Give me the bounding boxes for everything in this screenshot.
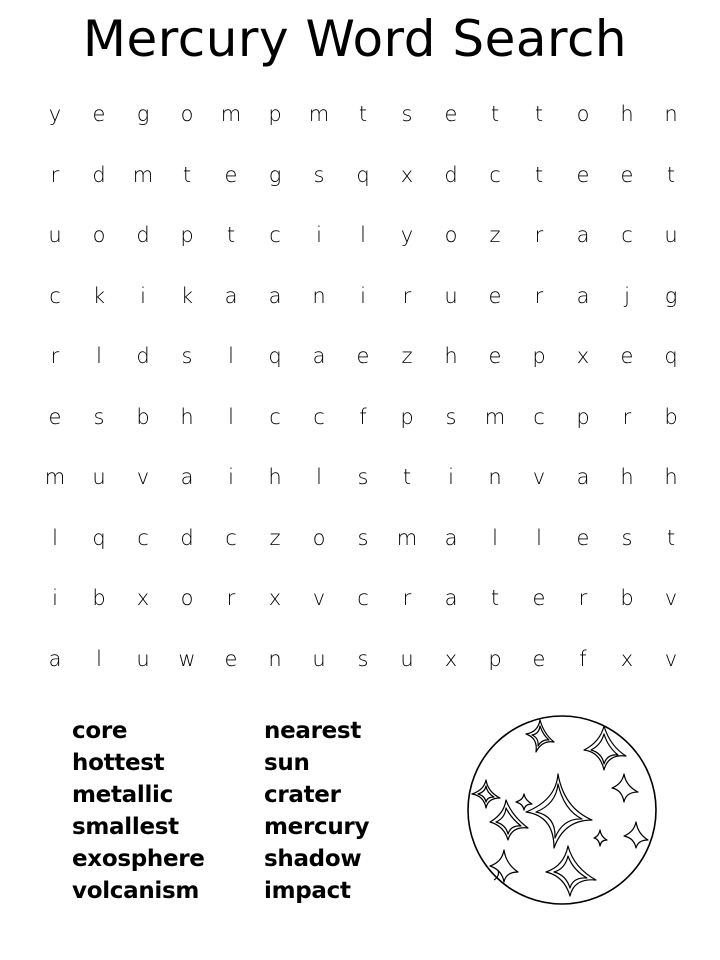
grid-letter[interactable]: p bbox=[532, 344, 546, 369]
grid-letter[interactable]: c bbox=[313, 404, 325, 429]
grid-letter[interactable]: t bbox=[226, 223, 236, 248]
grid-letter[interactable]: l bbox=[316, 465, 322, 490]
word-list-item: crater bbox=[264, 782, 341, 808]
grid-row bbox=[33, 84, 693, 145]
grid-letter[interactable]: q bbox=[268, 344, 282, 369]
grid-letter[interactable]: x bbox=[444, 646, 458, 671]
grid-letter[interactable]: e bbox=[576, 525, 590, 550]
grid-letter[interactable]: e bbox=[92, 102, 106, 127]
grid-letter[interactable]: d bbox=[136, 344, 150, 369]
grid-letter[interactable]: s bbox=[357, 465, 369, 490]
grid-letter[interactable]: i bbox=[52, 586, 58, 611]
word-list-item: smallest bbox=[72, 814, 179, 840]
grid-letter[interactable]: x bbox=[268, 586, 282, 611]
grid-letter[interactable]: a bbox=[268, 283, 282, 308]
grid-letter[interactable]: x bbox=[400, 162, 414, 187]
grid-letter[interactable]: e bbox=[356, 344, 370, 369]
grid-letter[interactable]: t bbox=[534, 102, 544, 127]
grid-letter[interactable]: k bbox=[180, 283, 194, 308]
grid-letter[interactable]: x bbox=[576, 344, 590, 369]
grid-letter[interactable]: d bbox=[180, 525, 194, 550]
page-title: Mercury Word Search bbox=[82, 10, 628, 68]
grid-letter[interactable]: p bbox=[400, 404, 414, 429]
grid-row bbox=[33, 145, 693, 206]
grid-letter[interactable]: d bbox=[92, 162, 106, 187]
grid-letter[interactable]: r bbox=[50, 344, 60, 369]
word-list-item: exosphere bbox=[72, 846, 205, 872]
grid-letter[interactable]: d bbox=[136, 223, 150, 248]
grid-letter[interactable]: e bbox=[488, 283, 502, 308]
grid-letter[interactable]: i bbox=[360, 283, 366, 308]
grid-letter[interactable]: h bbox=[620, 465, 634, 490]
grid-letter[interactable]: k bbox=[92, 283, 106, 308]
grid-letter[interactable]: o bbox=[180, 102, 194, 127]
grid-letter[interactable]: v bbox=[532, 465, 546, 490]
word-list-item: shadow bbox=[264, 846, 362, 872]
grid-letter[interactable]: c bbox=[533, 404, 545, 429]
grid-letter[interactable]: l bbox=[360, 223, 366, 248]
grid-letter[interactable]: s bbox=[357, 525, 369, 550]
grid-letter[interactable]: s bbox=[401, 102, 413, 127]
grid-letter[interactable]: o bbox=[576, 102, 590, 127]
grid-letter[interactable]: u bbox=[136, 646, 150, 671]
grid-letter[interactable]: x bbox=[136, 586, 150, 611]
grid-letter[interactable]: a bbox=[444, 525, 458, 550]
grid-letter[interactable]: l bbox=[492, 525, 498, 550]
grid-letter[interactable]: q bbox=[356, 162, 370, 187]
grid-letter[interactable]: u bbox=[400, 646, 414, 671]
grid-letter[interactable]: v bbox=[664, 646, 678, 671]
grid-row bbox=[33, 205, 693, 266]
grid-row bbox=[33, 508, 693, 569]
word-list-item: metallic bbox=[72, 782, 173, 808]
grid-letter[interactable]: o bbox=[180, 586, 194, 611]
grid-letter[interactable]: l bbox=[52, 525, 58, 550]
grid-letter[interactable]: u bbox=[48, 223, 62, 248]
grid-letter[interactable]: a bbox=[576, 223, 590, 248]
grid-letter[interactable]: m bbox=[484, 404, 506, 429]
grid-letter[interactable]: h bbox=[180, 404, 194, 429]
grid-letter[interactable]: a bbox=[576, 465, 590, 490]
grid-letter[interactable]: g bbox=[136, 102, 150, 127]
grid-letter[interactable]: e bbox=[532, 586, 546, 611]
grid-letter[interactable]: r bbox=[622, 404, 632, 429]
grid-letter[interactable]: n bbox=[664, 102, 678, 127]
grid-letter[interactable]: t bbox=[534, 162, 544, 187]
grid-letter[interactable]: t bbox=[666, 162, 676, 187]
grid-letter[interactable]: e bbox=[620, 344, 634, 369]
grid-letter[interactable]: m bbox=[44, 465, 66, 490]
grid-letter[interactable]: t bbox=[182, 162, 192, 187]
grid-letter[interactable]: f bbox=[579, 646, 587, 671]
grid-letter[interactable]: u bbox=[664, 223, 678, 248]
grid-letter[interactable]: m bbox=[396, 525, 418, 550]
grid-letter[interactable]: e bbox=[224, 162, 238, 187]
grid-letter[interactable]: a bbox=[444, 586, 458, 611]
grid-letter[interactable]: s bbox=[445, 404, 457, 429]
grid-letter[interactable]: m bbox=[220, 102, 242, 127]
grid-letter[interactable]: p bbox=[268, 102, 282, 127]
word-list-item: impact bbox=[264, 878, 351, 904]
grid-letter[interactable]: c bbox=[269, 404, 281, 429]
grid-letter[interactable]: h bbox=[664, 465, 678, 490]
word-list-item: mercury bbox=[264, 814, 370, 840]
grid-letter[interactable]: w bbox=[178, 646, 196, 671]
grid-letter[interactable]: v bbox=[312, 586, 326, 611]
grid-letter[interactable]: l bbox=[536, 525, 542, 550]
grid-letter[interactable]: e bbox=[532, 646, 546, 671]
grid-letter[interactable]: u bbox=[92, 465, 106, 490]
word-list-item: core bbox=[72, 718, 128, 744]
grid-letter[interactable]: s bbox=[93, 404, 105, 429]
grid-letter[interactable]: a bbox=[312, 344, 326, 369]
grid-row bbox=[33, 326, 693, 387]
word-list-item: volcanism bbox=[72, 878, 200, 904]
grid-letter[interactable]: r bbox=[578, 586, 588, 611]
grid-letter[interactable]: z bbox=[489, 223, 501, 248]
grid-letter[interactable]: t bbox=[402, 465, 412, 490]
grid-letter[interactable]: m bbox=[308, 102, 330, 127]
grid-letter[interactable]: r bbox=[402, 586, 412, 611]
grid-letter[interactable]: y bbox=[48, 102, 62, 127]
grid-row bbox=[33, 447, 693, 508]
grid-letter[interactable]: c bbox=[225, 525, 237, 550]
grid-letter[interactable]: v bbox=[664, 586, 678, 611]
grid-letter[interactable]: n bbox=[268, 646, 282, 671]
grid-letter[interactable]: p bbox=[488, 646, 502, 671]
word-list-item: nearest bbox=[264, 718, 362, 744]
grid-letter[interactable]: t bbox=[490, 102, 500, 127]
grid-letter[interactable]: e bbox=[576, 162, 590, 187]
grid-letter[interactable]: a bbox=[576, 283, 590, 308]
grid-letter[interactable]: n bbox=[488, 465, 502, 490]
grid-letter[interactable]: u bbox=[312, 646, 326, 671]
grid-letter[interactable]: h bbox=[268, 465, 282, 490]
grid-letter[interactable]: f bbox=[359, 404, 367, 429]
grid-letter[interactable]: q bbox=[664, 344, 678, 369]
grid-letter[interactable]: g bbox=[664, 283, 678, 308]
grid-letter[interactable]: p bbox=[576, 404, 590, 429]
grid-letter[interactable]: q bbox=[92, 525, 106, 550]
grid-letter[interactable]: u bbox=[444, 283, 458, 308]
grid-letter[interactable]: l bbox=[228, 404, 234, 429]
grid-letter[interactable]: c bbox=[621, 223, 633, 248]
grid-letter[interactable]: i bbox=[448, 465, 454, 490]
grid-letter[interactable]: c bbox=[489, 162, 501, 187]
grid-letter[interactable]: l bbox=[228, 344, 234, 369]
letter-grid bbox=[33, 84, 693, 689]
grid-letter[interactable]: c bbox=[357, 586, 369, 611]
grid-letter[interactable]: c bbox=[269, 223, 281, 248]
grid-letter[interactable]: s bbox=[313, 162, 325, 187]
grid-letter[interactable]: c bbox=[49, 283, 61, 308]
grid-letter[interactable]: e bbox=[620, 162, 634, 187]
grid-letter[interactable]: n bbox=[312, 283, 326, 308]
word-list-column-1 bbox=[72, 715, 205, 907]
grid-letter[interactable]: e bbox=[224, 646, 238, 671]
grid-letter[interactable]: s bbox=[357, 646, 369, 671]
grid-letter[interactable]: t bbox=[358, 102, 368, 127]
grid-row bbox=[33, 629, 693, 690]
grid-letter[interactable]: r bbox=[50, 162, 60, 187]
word-list-item: hottest bbox=[72, 750, 165, 776]
grid-row bbox=[33, 568, 693, 629]
grid-row bbox=[33, 266, 693, 327]
grid-letter[interactable]: b bbox=[620, 586, 634, 611]
grid-letter[interactable]: i bbox=[228, 465, 234, 490]
grid-letter[interactable]: d bbox=[444, 162, 458, 187]
grid-letter[interactable]: b bbox=[92, 586, 106, 611]
grid-letter[interactable]: r bbox=[534, 283, 544, 308]
grid-letter[interactable]: a bbox=[224, 283, 238, 308]
grid-letter[interactable]: j bbox=[624, 283, 630, 308]
grid-letter[interactable]: i bbox=[316, 223, 322, 248]
grid-row bbox=[33, 387, 693, 448]
grid-letter[interactable]: y bbox=[400, 223, 414, 248]
grid-letter[interactable]: r bbox=[534, 223, 544, 248]
word-list-column-2 bbox=[264, 715, 369, 907]
grid-letter[interactable]: l bbox=[96, 344, 102, 369]
grid-letter[interactable]: p bbox=[180, 223, 194, 248]
grid-letter[interactable]: a bbox=[48, 646, 62, 671]
grid-letter[interactable]: i bbox=[140, 283, 146, 308]
grid-letter[interactable]: t bbox=[666, 525, 676, 550]
grid-letter[interactable]: r bbox=[402, 283, 412, 308]
grid-letter[interactable]: x bbox=[620, 646, 634, 671]
grid-letter[interactable]: z bbox=[401, 344, 413, 369]
grid-letter[interactable]: l bbox=[96, 646, 102, 671]
planet-with-stars-icon bbox=[464, 712, 660, 908]
grid-letter[interactable]: s bbox=[621, 525, 633, 550]
grid-letter[interactable]: c bbox=[137, 525, 149, 550]
grid-letter[interactable]: b bbox=[136, 404, 150, 429]
grid-letter[interactable]: e bbox=[48, 404, 62, 429]
grid-letter[interactable]: o bbox=[312, 525, 326, 550]
grid-letter[interactable]: h bbox=[620, 102, 634, 127]
grid-letter[interactable]: o bbox=[92, 223, 106, 248]
grid-letter[interactable]: v bbox=[136, 465, 150, 490]
word-list-item: sun bbox=[264, 750, 310, 776]
grid-letter[interactable]: h bbox=[444, 344, 458, 369]
grid-letter[interactable]: e bbox=[488, 344, 502, 369]
grid-letter[interactable]: r bbox=[226, 586, 236, 611]
grid-letter[interactable]: b bbox=[664, 404, 678, 429]
grid-letter[interactable]: z bbox=[269, 525, 281, 550]
grid-letter[interactable]: s bbox=[181, 344, 193, 369]
grid-letter[interactable]: t bbox=[490, 586, 500, 611]
grid-letter[interactable]: o bbox=[444, 223, 458, 248]
grid-letter[interactable]: m bbox=[132, 162, 154, 187]
grid-letter[interactable]: g bbox=[268, 162, 282, 187]
grid-letter[interactable]: a bbox=[180, 465, 194, 490]
grid-letter[interactable]: e bbox=[444, 102, 458, 127]
